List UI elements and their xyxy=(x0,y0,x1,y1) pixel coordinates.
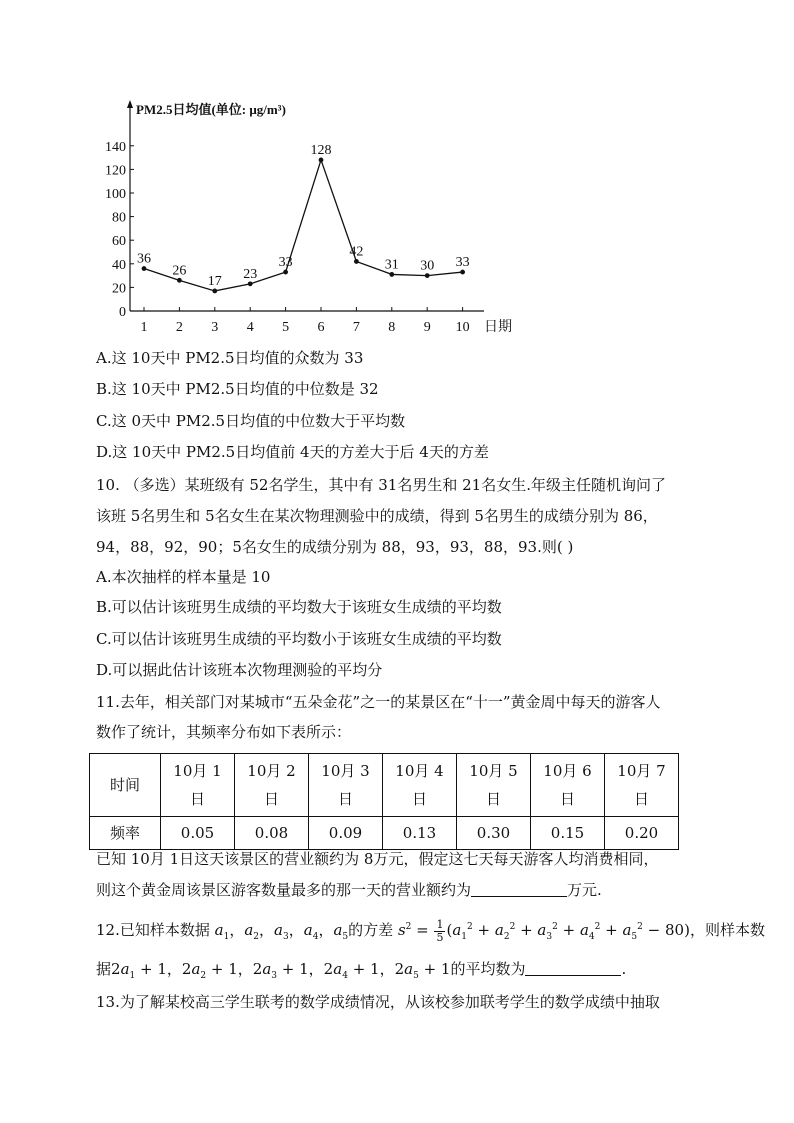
x-tick-label: 5 xyxy=(282,320,290,335)
q9-option-a: A.这 10天中 PM2.5日均值的众数为 33 xyxy=(96,349,364,367)
table-cell-frequency: 0.30 xyxy=(457,817,531,850)
data-points xyxy=(142,158,465,294)
data-point xyxy=(142,266,147,271)
q9-option-c: C.这 0天中 PM2.5日均值的中位数大于平均数 xyxy=(96,412,406,430)
table-row-time xyxy=(90,754,679,817)
y-axis-label: PM2.5日均值(单位: μg/m³) xyxy=(136,102,286,117)
y-tick-label: 80 xyxy=(112,210,126,226)
data-label: 17 xyxy=(207,273,222,289)
pm25-line-chart xyxy=(100,96,530,336)
table-cell-date: 10月 1 日 xyxy=(161,754,235,817)
q10-option-d: D.可以据此估计该班本次物理测验的平均分 xyxy=(96,661,383,679)
table-cell-frequency: 0.20 xyxy=(605,817,679,850)
q9-option-d: D.这 10天中 PM2.5日均值前 4天的方差大于后 4天的方差 xyxy=(96,443,489,461)
data-label: 128 xyxy=(310,142,332,158)
x-tick-label: 4 xyxy=(246,320,254,335)
table-cell-date: 10月 3 日 xyxy=(309,754,383,817)
data-point xyxy=(460,270,465,275)
table-cell-date: 10月 2 日 xyxy=(235,754,309,817)
x-tick-label: 1 xyxy=(140,320,148,335)
y-tick-label: 120 xyxy=(105,163,126,179)
q11-after-line2: 则这个黄金周该景区游客数量最多的那一天的营业额约为 万元. xyxy=(96,881,602,899)
data-point xyxy=(354,259,359,264)
x-tick-label: 6 xyxy=(317,320,325,335)
y-tick-label: 20 xyxy=(112,281,126,297)
q10-option-b: B.可以估计该班男生成绩的平均数大于该班女生成绩的平均数 xyxy=(96,598,502,616)
q10-option-c: C.可以估计该班男生成绩的平均数小于该班女生成绩的平均数 xyxy=(96,630,502,648)
q12-line1: 12.已知样本数据 $a_1$，$a_2$，$a_3$，$a_4$，$a_5$的方差 $s^2$ = $\frac{1}{5}$ $(a_1^2 + a_2^2 + a_3^2 + a_4^2 + a_5^2 - 80)$，则样本数 xyxy=(96,917,765,944)
data-point xyxy=(389,272,394,277)
q10-option-a: A.本次抽样的样本量是 10 xyxy=(96,568,271,586)
q13-line1: 13.为了解某校高三学生联考的数学成绩情况，从该校参加联考学生的数学成绩中抽取 xyxy=(96,993,660,1011)
data-point xyxy=(319,158,324,163)
data-point xyxy=(212,289,217,294)
frequency-table xyxy=(89,753,679,850)
table-row-frequency xyxy=(90,817,679,850)
table-header-time: 时间 xyxy=(90,754,161,817)
data-label: 30 xyxy=(420,258,435,274)
data-label: 26 xyxy=(172,263,187,279)
table-cell-date: 10月 7 日 xyxy=(605,754,679,817)
x-tick-label: 8 xyxy=(388,320,396,335)
q10-stem-line2: 该班 5名男生和 5名女生在某次物理测验中的成绩，得到 5名男生的成绩分别为 86， xyxy=(96,507,658,525)
y-tick-label: 60 xyxy=(112,234,126,250)
data-label: 31 xyxy=(384,257,399,273)
x-axis-label: 日期 xyxy=(484,320,512,335)
table-cell-date: 10月 4 日 xyxy=(383,754,457,817)
x-tick-label: 2 xyxy=(175,320,183,335)
table-header-frequency: 频率 xyxy=(90,817,161,850)
data-point xyxy=(177,278,182,283)
table-cell-frequency: 0.13 xyxy=(383,817,457,850)
table-cell-frequency: 0.05 xyxy=(161,817,235,850)
data-label: 33 xyxy=(455,255,470,271)
data-point xyxy=(283,270,288,275)
x-tick-label: 10 xyxy=(455,320,470,335)
q10-stem-line1: 10. （多选）某班级有 52名学生，其中有 31名男生和 21名女生.年级主任随机询问了 xyxy=(96,476,666,494)
y-tick-label: 140 xyxy=(105,139,126,155)
x-tick-label: 7 xyxy=(352,320,360,335)
q10-stem-line3: 94，88，92，90；5名女生的成绩分别为 88，93，93，88，93.则( ) xyxy=(96,538,574,556)
y-axis-arrow xyxy=(127,100,133,108)
x-tick-label: 3 xyxy=(211,320,219,335)
answer-blank[interactable] xyxy=(525,960,621,976)
x-tick-label: 9 xyxy=(423,320,431,335)
table-cell-date: 10月 5 日 xyxy=(457,754,531,817)
q11-after-line1: 已知 10月 1日这天该景区的营业额约为 8万元，假定这七天每天游客人均消费相同， xyxy=(96,850,659,868)
q11-stem-line2: 数作了统计，其频率分布如下表所示： xyxy=(96,723,352,741)
data-label: 33 xyxy=(278,255,293,271)
table-cell-date: 10月 6 日 xyxy=(531,754,605,817)
y-tick-label: 40 xyxy=(112,257,126,273)
answer-blank[interactable] xyxy=(471,881,567,897)
table-cell-frequency: 0.09 xyxy=(309,817,383,850)
q12-line2: 据$2a_1 + 1$，$2a_2 + 1$，$2a_3 + 1$，$2a_4 + 1$，$2a_5 + 1$的平均数为 . xyxy=(96,960,627,981)
q11-stem-line1: 11.去年，相关部门对某城市“五朵金花”之一的某景区在“十一”黄金周中每天的游客人 xyxy=(96,693,661,711)
data-label: 36 xyxy=(137,251,151,267)
table-cell-frequency: 0.15 xyxy=(531,817,605,850)
data-label: 42 xyxy=(349,244,364,260)
data-point xyxy=(425,273,430,278)
fraction-one-fifth: $\frac{1}{5}$ xyxy=(436,917,444,944)
y-tick-label: 0 xyxy=(119,305,126,320)
q9-option-b: B.这 10天中 PM2.5日均值的中位数是 32 xyxy=(96,380,379,398)
data-point xyxy=(248,281,253,286)
table-cell-frequency: 0.08 xyxy=(235,817,309,850)
data-label: 23 xyxy=(243,266,258,282)
series-line xyxy=(144,160,463,291)
y-tick-label: 100 xyxy=(105,187,126,202)
